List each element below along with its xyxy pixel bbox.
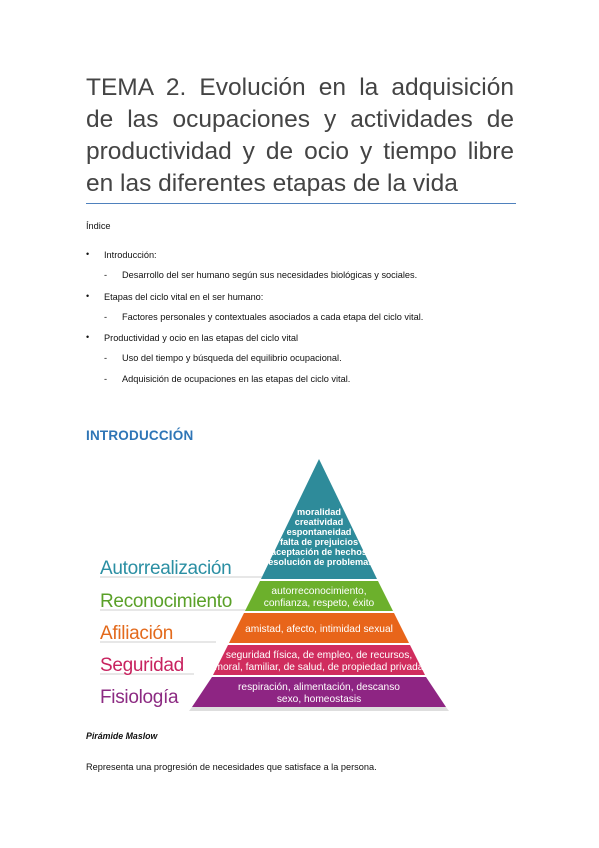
band-text: confianza, respeto, éxito <box>263 598 375 609</box>
band-text: amistad, afecto, intimidad sexual <box>245 624 393 635</box>
section-heading: INTRODUCCIÓN <box>86 428 194 443</box>
body-paragraph: Representa una progresión de necesidades que satisface a la persona. <box>86 762 377 772</box>
band-text: espontaneidad <box>286 527 352 537</box>
bullet-icon: • <box>86 249 90 259</box>
level-name: Autorrealización <box>100 558 232 579</box>
band-text: sexo, homeostasis <box>276 694 362 705</box>
band-text: falta de prejuicios <box>279 537 359 547</box>
figure-caption: Pirámide Maslow <box>86 731 158 741</box>
dash-icon: - <box>104 312 108 322</box>
level-name: Seguridad <box>100 655 184 676</box>
band-text: creatividad <box>294 517 344 527</box>
dash-icon: - <box>104 270 108 280</box>
index-label: Índice <box>86 221 111 231</box>
bullet-icon: • <box>86 332 90 342</box>
band-text: moralidad <box>297 507 341 517</box>
band-text: seguridad física, de empleo, de recursos, <box>225 650 413 661</box>
band-text: aceptación de hechos <box>271 547 367 557</box>
page-title: TEMA 2. Evolución en la adquisición de las ocupaciones y actividades de productividad y de ocio y tiempo libre en las diferentes etapas de la vida <box>86 74 514 197</box>
maslow-pyramid-figure <box>96 455 484 725</box>
level-name: Reconocimiento <box>100 591 233 612</box>
level-name: Afiliación <box>100 623 174 644</box>
band-text: moral, familiar, de salud, de propiedad privada <box>214 662 424 673</box>
level-name: Fisiología <box>100 687 179 708</box>
bullet-icon: • <box>86 291 90 301</box>
band-text: resolución de problemas <box>264 557 374 567</box>
dash-icon: - <box>104 374 108 384</box>
band-text: respiración, alimentación, descanso <box>238 682 400 693</box>
title-divider <box>86 203 516 204</box>
band-text: autorreconocimiento, <box>271 586 367 597</box>
pyramid-shadow <box>189 707 449 711</box>
dash-icon: - <box>104 353 108 363</box>
